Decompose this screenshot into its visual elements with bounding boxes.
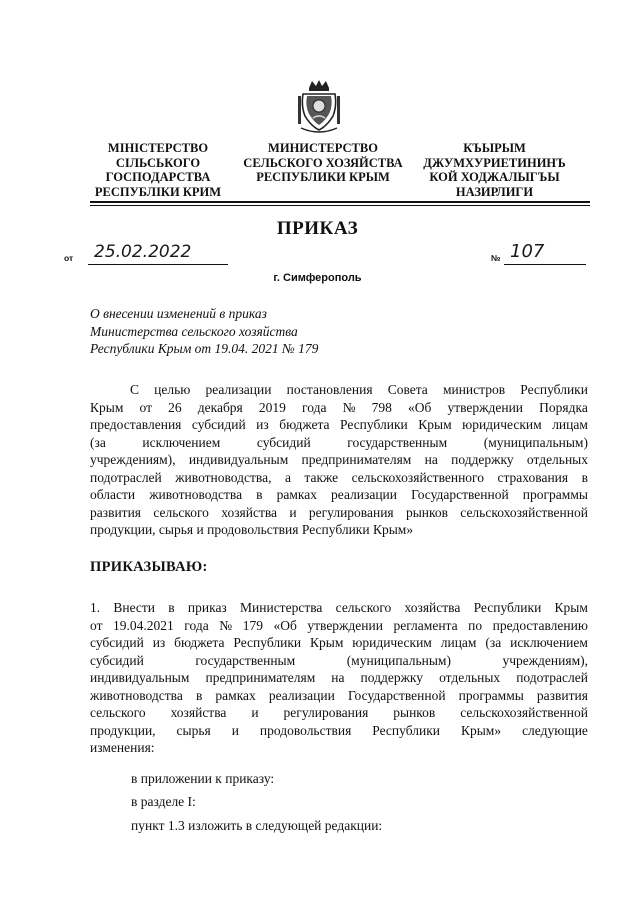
amendment-line: в приложении к приказу:: [131, 771, 275, 786]
text-line: Крым от 26 декабря 2019 года № 798 «Об утверждении Порядка: [90, 399, 588, 415]
text-line: развития сельского хозяйства и регулирования рынков сельскохозяйственной: [90, 504, 588, 520]
text-line: предоставления субсидий из бюджета Республики Крым юридическим лицам: [90, 417, 588, 432]
order-item-1: [90, 599, 588, 757]
ministry-name-ukrainian: МІНІСТЕРСТВО СІЛЬСЬКОГО ГОСПОДАРСТВА РЕСПУБЛІКИ КРИМ: [94, 141, 222, 199]
text-line: сельского хозяйства и регулирования рынков сельскохозяйственной: [90, 705, 588, 720]
date-label: от: [64, 253, 74, 263]
subject-line: Министерства сельского хозяйства: [90, 323, 298, 339]
amendment-line: пункт 1.3 изложить в следующей редакции:: [131, 818, 383, 833]
number-label: №: [491, 253, 501, 263]
text-line: от 19.04.2021 года № 179 «Об утверждении регламента по предоставлению: [90, 617, 588, 633]
order-heading: ПРИКАЗЫВАЮ:: [90, 559, 208, 575]
text-line: субсидий государственным (муниципальным) учреждениям),: [90, 652, 588, 668]
text-line: (за исключением субсидий государственным (муниципальным): [90, 434, 588, 450]
crimea-coat-of-arms-emblem: [297, 78, 341, 134]
amendment-line: в разделе I:: [131, 794, 196, 809]
text-line: животноводства в рамках реализации Государственной программы развития: [90, 687, 588, 703]
header-divider-thick: [90, 201, 590, 203]
text-line: субсидий из бюджета Республики Крым юридическим лицам (за исключением: [90, 635, 588, 650]
header-divider-thin: [90, 205, 590, 206]
text-line: продукции, сырья и продовольствия Республики Крым» следующие: [90, 722, 588, 738]
document-date-handwritten: 25.02.2022: [88, 239, 228, 265]
document-subject: [90, 305, 318, 358]
ministry-name-crimean-tatar: КЪЫРЫМ ДЖУМХУРИЕТИНИНЪ КОЙ ХОДЖАЛЫГЪЫ НАЗИРЛИГИ: [423, 141, 566, 199]
preamble-paragraph: [90, 381, 588, 539]
text-line: учреждениям), индивидуальным предпринимателям на поддержку отдельных: [90, 452, 588, 467]
text-line: индивидуальным предпринимателям на поддержку отдельных подотраслей: [90, 670, 588, 685]
text-line: С целью реализации постановления Совета министров Республики: [130, 382, 588, 397]
document-number-handwritten: 107: [504, 239, 586, 265]
document-title: ПРИКАЗ: [276, 218, 359, 239]
text-line: области животноводства в рамках реализации Государственной программы: [90, 487, 588, 502]
city-line: г. Симферополь: [273, 272, 362, 284]
text-line: изменения:: [90, 740, 155, 755]
text-line: 1. Внести в приказ Министерства сельского хозяйства Республики Крым: [90, 600, 588, 615]
subject-line: Республики Крым от 19.04. 2021 № 179: [90, 341, 319, 356]
subject-line: О внесении изменений в приказ: [90, 306, 267, 321]
text-line: продукции, сырья и продовольствия Республики Крым»: [90, 522, 414, 537]
ministry-name-russian: МИНИСТЕРСТВО СЕЛЬСКОГО ХОЗЯЙСТВА РЕСПУБЛИКИ КРЫМ: [243, 141, 403, 185]
text-line: подотраслей животноводства, а также сельскохозяйственного страхования в: [90, 469, 588, 485]
